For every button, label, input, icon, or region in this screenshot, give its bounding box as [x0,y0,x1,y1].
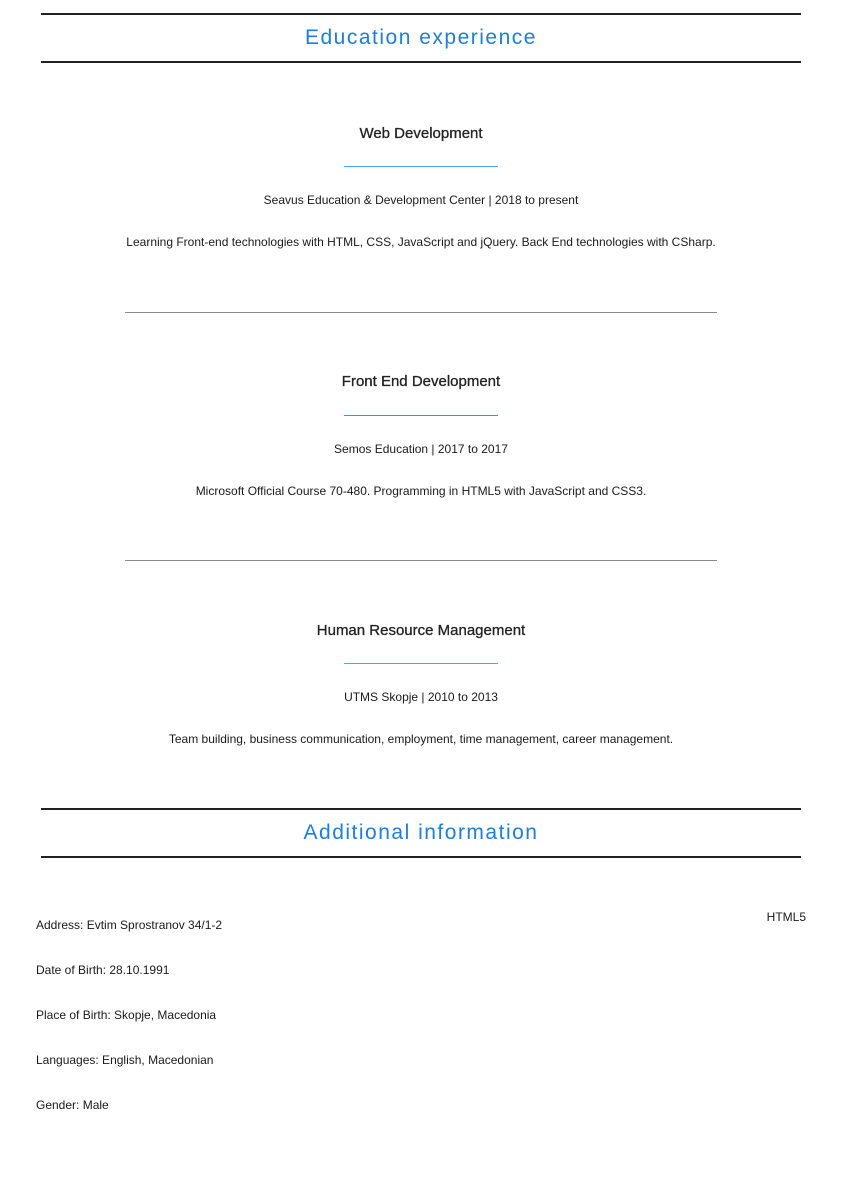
address-line: Address: Evtim Sprostranov 34/1-2 [36,918,223,932]
date-of-birth-line: Date of Birth: 28.10.1991 [36,963,170,977]
gender-line: Gender: Male [36,1098,109,1112]
education-entry-description: Learning Front-end technologies with HTML, CSS, JavaScript and jQuery. Back End technologies with CSharp. [126,235,716,249]
education-entry-meta: Seavus Education & Development Center | 2018 to present [263,193,579,207]
education-entry-title: Front End Development [341,373,501,390]
languages-line: Languages: English, Macedonian [36,1053,214,1067]
education-entry-title: Web Development [359,125,483,142]
education-entry-description: Team building, business communication, employment, time management, career management. [168,732,674,746]
education-entry-meta: Semos Education | 2017 to 2017 [334,442,508,456]
education-entry-underline [344,663,498,664]
place-of-birth-line: Place of Birth: Skopje, Macedonia [36,1008,217,1022]
education-divider [125,560,717,561]
skill-tag: HTML5 [766,910,806,924]
additional-section-title: Additional information [303,821,539,844]
education-entry-description: Microsoft Official Course 70-480. Programming in HTML5 with JavaScript and CSS3. [195,484,647,498]
education-entry-underline [344,415,498,416]
education-entry-meta: UTMS Skopje | 2010 to 2013 [344,690,498,704]
education-entry-underline [344,166,498,167]
additional-section-header [41,808,801,858]
education-section-title: Education experience [305,26,537,49]
education-section-header [41,13,801,63]
education-entry-title: Human Resource Management [316,622,526,639]
education-divider [125,312,717,313]
